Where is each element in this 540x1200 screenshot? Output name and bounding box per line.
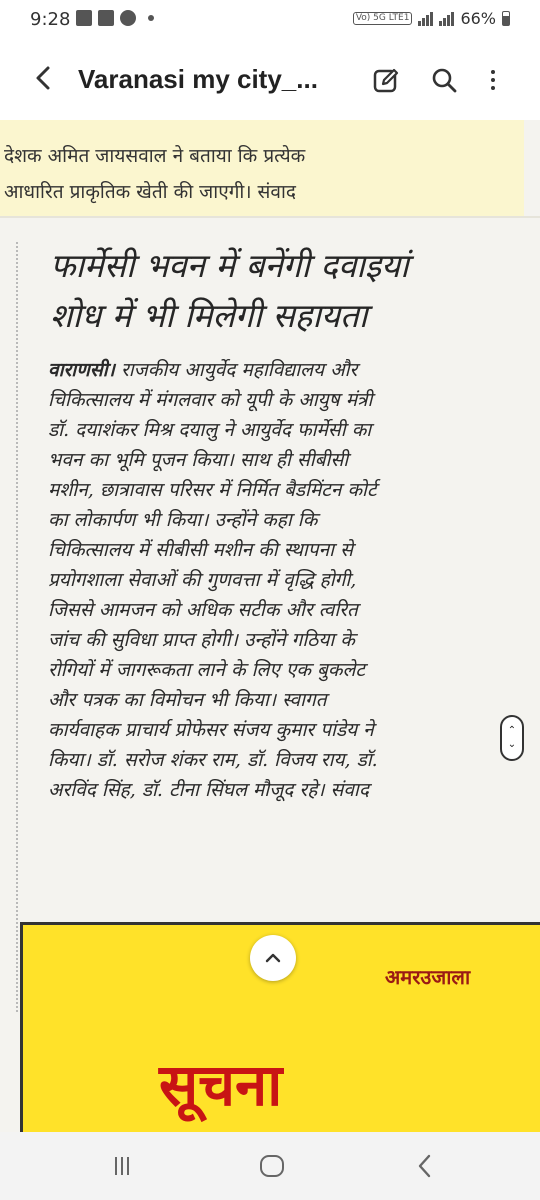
dateline: वाराणसी।: [48, 359, 115, 381]
snippet-line: देशक अमित जायसवाल ने बताया कि प्रत्येक: [4, 145, 306, 167]
app-bar: [0, 38, 540, 120]
divider: [0, 216, 540, 218]
more-notifications-icon: [148, 15, 154, 21]
back-button[interactable]: [26, 60, 62, 96]
body-line: कार्यवाहक प्राचार्य प्रोफेसर संजय कुमार पांडेय ने: [48, 719, 374, 741]
scroll-handle[interactable]: [500, 715, 524, 761]
search-icon: [426, 62, 462, 98]
headline-line-2: शोध में भी मिलेगी सहायता: [50, 296, 368, 335]
body-line-0: वाराणसी। राजकीय आयुर्वेद महाविद्यालय और: [48, 359, 358, 381]
page-title: Varanasi my city_...: [78, 64, 318, 94]
scroll-down-icon: ⌄: [507, 739, 517, 750]
status-bar: [0, 0, 540, 38]
battery-percent: 66%: [460, 9, 496, 28]
chevron-up-icon: [261, 946, 285, 970]
battery-icon: [502, 11, 510, 26]
body-line: भवन का भूमि पूजन किया। साथ ही सीबीसी: [48, 449, 349, 471]
scroll-up-icon: ⌃: [507, 725, 517, 736]
notification-icons: [76, 10, 154, 26]
more-options-button[interactable]: [478, 62, 508, 98]
newspaper-logo: अमरउजाला: [385, 965, 471, 989]
whatsapp-icon: [120, 10, 136, 26]
body-line: मशीन, छात्रावास परिसर में निर्मित बैडमिंटन कोर्ट: [48, 479, 377, 501]
search-button[interactable]: [426, 62, 462, 98]
body-line: जिससे आमजन को अधिक सटीक और त्वरित: [48, 599, 358, 621]
body-line: अरविंद सिंह, डॉ. टीना सिंघल मौजूद रहे। संवाद: [48, 779, 369, 801]
column-rule: [16, 242, 18, 1012]
system-nav-bar: [0, 1132, 540, 1200]
status-indicators: [353, 9, 510, 28]
arrow-left-icon: [26, 60, 62, 96]
body-line: चिकित्सालय में सीबीसी मशीन की स्थापना से: [48, 539, 353, 561]
body-line: किया। डॉ. सरोज शंकर राम, डॉ. विजय राय, डॉ.: [48, 749, 378, 771]
gallery-notification-icon: [76, 10, 92, 26]
edit-button[interactable]: [368, 62, 404, 98]
recents-button[interactable]: [110, 1154, 134, 1178]
body-line: जांच की सुविधा प्राप्त होगी। उन्होंने गठिया के: [48, 629, 355, 651]
body-line: डॉ. दयाशंकर मिश्र दयालु ने आयुर्वेद फार्मेसी का: [48, 419, 372, 441]
notice-heading: सूचना: [159, 1051, 283, 1119]
snippet-line: आधारित प्राकृतिक खेती की जाएगी। संवाद: [4, 181, 296, 203]
more-vert-icon: [491, 70, 495, 74]
previous-article-snippet: [0, 120, 524, 216]
network-badge: Vo) 5G LTE1: [353, 12, 413, 25]
scroll-to-top-button[interactable]: [250, 935, 296, 981]
signal-icon-2: [439, 12, 454, 26]
body-line: का लोकार्पण भी किया। उन्होंने कहा कि: [48, 509, 318, 531]
edit-icon: [368, 62, 404, 98]
signal-icon: [418, 12, 433, 26]
headline-line-1: फार्मेसी भवन में बनेंगी दवाइयां: [50, 246, 409, 285]
body-line: चिकित्सालय में मंगलवार को यूपी के आयुष मंत्री: [48, 389, 373, 411]
body-line: और पत्रक का विमोचन भी किया। स्वागत: [48, 689, 327, 711]
missed-call-icon: [98, 10, 114, 26]
body-line: प्रयोगशाला सेवाओं की गुणवत्ता में वृद्धि होगी,: [48, 569, 357, 591]
body-line: रोगियों में जागरूकता लाने के लिए एक बुकलेट: [48, 659, 365, 681]
home-button[interactable]: [260, 1155, 284, 1177]
system-back-button[interactable]: [412, 1152, 438, 1180]
status-time: 9:28: [30, 9, 71, 30]
nav-back-icon: [412, 1152, 438, 1180]
